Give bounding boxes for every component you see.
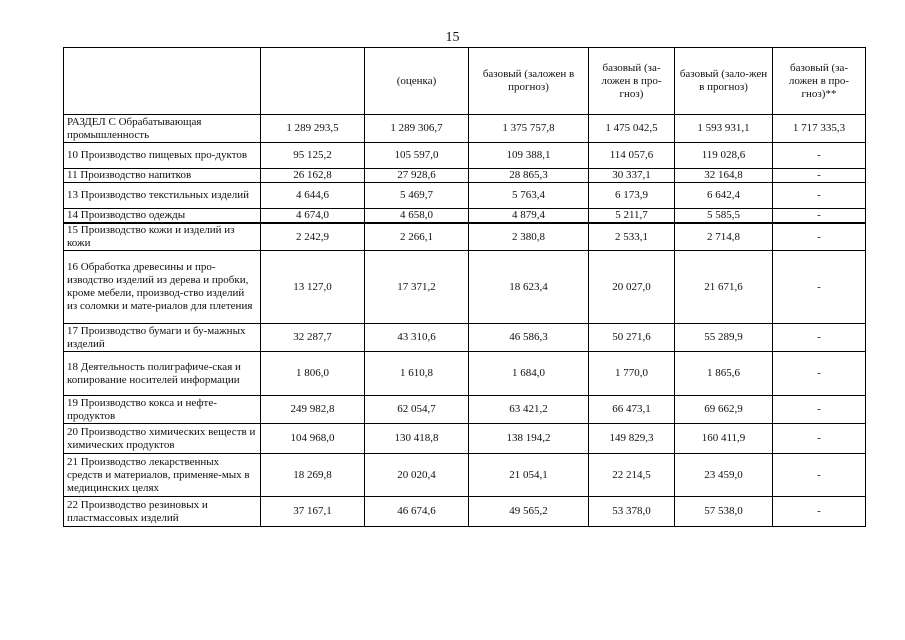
value-cell: 1 865,6 bbox=[675, 352, 773, 396]
value-cell: 46 586,3 bbox=[469, 324, 589, 352]
value-cell: 1 289 293,5 bbox=[261, 115, 365, 143]
table-row bbox=[64, 251, 866, 324]
table-row bbox=[64, 352, 866, 396]
header-cell: базовый (зало-жен в прогноз) bbox=[675, 48, 773, 115]
value-cell: 1 375 757,8 bbox=[469, 115, 589, 143]
value-cell: 5 585,5 bbox=[675, 209, 773, 224]
row-label: 14 Производство одежды bbox=[64, 209, 261, 224]
table-row bbox=[64, 223, 866, 251]
table-row bbox=[64, 209, 866, 224]
row-label: 15 Производство кожи и изделий из кожи bbox=[64, 223, 261, 251]
header-cell: базовый (за-ложен в про-гноз) bbox=[589, 48, 675, 115]
value-cell: 130 418,8 bbox=[365, 424, 469, 454]
row-label: 22 Производство резиновых и пластмассовых изделий bbox=[64, 497, 261, 527]
value-cell: 6 173,9 bbox=[589, 183, 675, 209]
value-cell: 1 593 931,1 bbox=[675, 115, 773, 143]
value-cell: 53 378,0 bbox=[589, 497, 675, 527]
header-cell bbox=[261, 48, 365, 115]
header-cell: базовый (заложен в прогноз) bbox=[469, 48, 589, 115]
value-cell: 62 054,7 bbox=[365, 396, 469, 424]
value-cell: 66 473,1 bbox=[589, 396, 675, 424]
value-cell: 105 597,0 bbox=[365, 143, 469, 169]
value-cell: 1 806,0 bbox=[261, 352, 365, 396]
row-label: 11 Производство напитков bbox=[64, 169, 261, 183]
value-cell: 160 411,9 bbox=[675, 424, 773, 454]
value-cell: - bbox=[773, 223, 866, 251]
row-label: 13 Производство текстильных изделий bbox=[64, 183, 261, 209]
row-label: 20 Производство химических веществ и химических продуктов bbox=[64, 424, 261, 454]
value-cell: - bbox=[773, 251, 866, 324]
page-number: 15 bbox=[445, 30, 460, 45]
table-row bbox=[64, 143, 866, 169]
value-cell: 114 057,6 bbox=[589, 143, 675, 169]
value-cell: 23 459,0 bbox=[675, 454, 773, 497]
value-cell: 95 125,2 bbox=[261, 143, 365, 169]
value-cell: 5 763,4 bbox=[469, 183, 589, 209]
table-row bbox=[64, 183, 866, 209]
value-cell: 63 421,2 bbox=[469, 396, 589, 424]
value-cell: 20 027,0 bbox=[589, 251, 675, 324]
table-row bbox=[64, 424, 866, 454]
value-cell: 149 829,3 bbox=[589, 424, 675, 454]
value-cell: 32 287,7 bbox=[261, 324, 365, 352]
value-cell: 4 674,0 bbox=[261, 209, 365, 224]
header-cell: базовый (за-ложен в про-гноз)** bbox=[773, 48, 866, 115]
value-cell: 22 214,5 bbox=[589, 454, 675, 497]
value-cell: 27 928,6 bbox=[365, 169, 469, 183]
value-cell: 6 642,4 bbox=[675, 183, 773, 209]
value-cell: 18 623,4 bbox=[469, 251, 589, 324]
value-cell: 4 644,6 bbox=[261, 183, 365, 209]
value-cell: - bbox=[773, 209, 866, 224]
value-cell: 13 127,0 bbox=[261, 251, 365, 324]
value-cell: 2 714,8 bbox=[675, 223, 773, 251]
value-cell: - bbox=[773, 183, 866, 209]
value-cell: - bbox=[773, 169, 866, 183]
header-cell: (оценка) bbox=[365, 48, 469, 115]
value-cell: - bbox=[773, 352, 866, 396]
value-cell: 1 770,0 bbox=[589, 352, 675, 396]
value-cell: 1 475 042,5 bbox=[589, 115, 675, 143]
value-cell: 1 610,8 bbox=[365, 352, 469, 396]
value-cell: 28 865,3 bbox=[469, 169, 589, 183]
value-cell: 2 266,1 bbox=[365, 223, 469, 251]
value-cell: 1 684,0 bbox=[469, 352, 589, 396]
value-cell: 26 162,8 bbox=[261, 169, 365, 183]
value-cell: - bbox=[773, 143, 866, 169]
value-cell: 55 289,9 bbox=[675, 324, 773, 352]
value-cell: 4 658,0 bbox=[365, 209, 469, 224]
value-cell: 119 028,6 bbox=[675, 143, 773, 169]
value-cell: 43 310,6 bbox=[365, 324, 469, 352]
value-cell: 37 167,1 bbox=[261, 497, 365, 527]
value-cell: 2 242,9 bbox=[261, 223, 365, 251]
row-label: 16 Обработка древесины и про-изводство изделий из дерева и пробки, кроме мебели, производ-ство изделий из соломки и мате-риалов для плетения bbox=[64, 251, 261, 324]
value-cell: 49 565,2 bbox=[469, 497, 589, 527]
value-cell: - bbox=[773, 497, 866, 527]
value-cell: - bbox=[773, 424, 866, 454]
value-cell: 1 717 335,3 bbox=[773, 115, 866, 143]
table-row bbox=[64, 396, 866, 424]
value-cell: 57 538,0 bbox=[675, 497, 773, 527]
value-cell: 18 269,8 bbox=[261, 454, 365, 497]
value-cell: 109 388,1 bbox=[469, 143, 589, 169]
value-cell: 4 879,4 bbox=[469, 209, 589, 224]
data-table bbox=[63, 47, 866, 527]
table-row bbox=[64, 324, 866, 352]
row-label: 17 Производство бумаги и бу-мажных изделий bbox=[64, 324, 261, 352]
table-row bbox=[64, 115, 866, 143]
value-cell: 69 662,9 bbox=[675, 396, 773, 424]
header-row bbox=[64, 48, 866, 115]
value-cell: 20 020,4 bbox=[365, 454, 469, 497]
value-cell: 138 194,2 bbox=[469, 424, 589, 454]
value-cell: 50 271,6 bbox=[589, 324, 675, 352]
value-cell: 5 469,7 bbox=[365, 183, 469, 209]
value-cell: 2 380,8 bbox=[469, 223, 589, 251]
value-cell: - bbox=[773, 396, 866, 424]
value-cell: 17 371,2 bbox=[365, 251, 469, 324]
value-cell: - bbox=[773, 324, 866, 352]
header-cell bbox=[64, 48, 261, 115]
value-cell: - bbox=[773, 454, 866, 497]
value-cell: 32 164,8 bbox=[675, 169, 773, 183]
value-cell: 5 211,7 bbox=[589, 209, 675, 224]
value-cell: 1 289 306,7 bbox=[365, 115, 469, 143]
row-label: 18 Деятельность полиграфиче-ская и копирование носителей информации bbox=[64, 352, 261, 396]
value-cell: 2 533,1 bbox=[589, 223, 675, 251]
row-label: 19 Производство кокса и нефте-продуктов bbox=[64, 396, 261, 424]
value-cell: 21 054,1 bbox=[469, 454, 589, 497]
value-cell: 46 674,6 bbox=[365, 497, 469, 527]
row-label: 10 Производство пищевых про-дуктов bbox=[64, 143, 261, 169]
table-row bbox=[64, 454, 866, 497]
row-label: 21 Производство лекарственных средств и материалов, применяе-мых в медицинских целях bbox=[64, 454, 261, 497]
table-row bbox=[64, 497, 866, 527]
table-row bbox=[64, 169, 866, 183]
row-label: РАЗДЕЛ С Обрабатывающая промышленность bbox=[64, 115, 261, 143]
value-cell: 30 337,1 bbox=[589, 169, 675, 183]
value-cell: 104 968,0 bbox=[261, 424, 365, 454]
value-cell: 249 982,8 bbox=[261, 396, 365, 424]
value-cell: 21 671,6 bbox=[675, 251, 773, 324]
